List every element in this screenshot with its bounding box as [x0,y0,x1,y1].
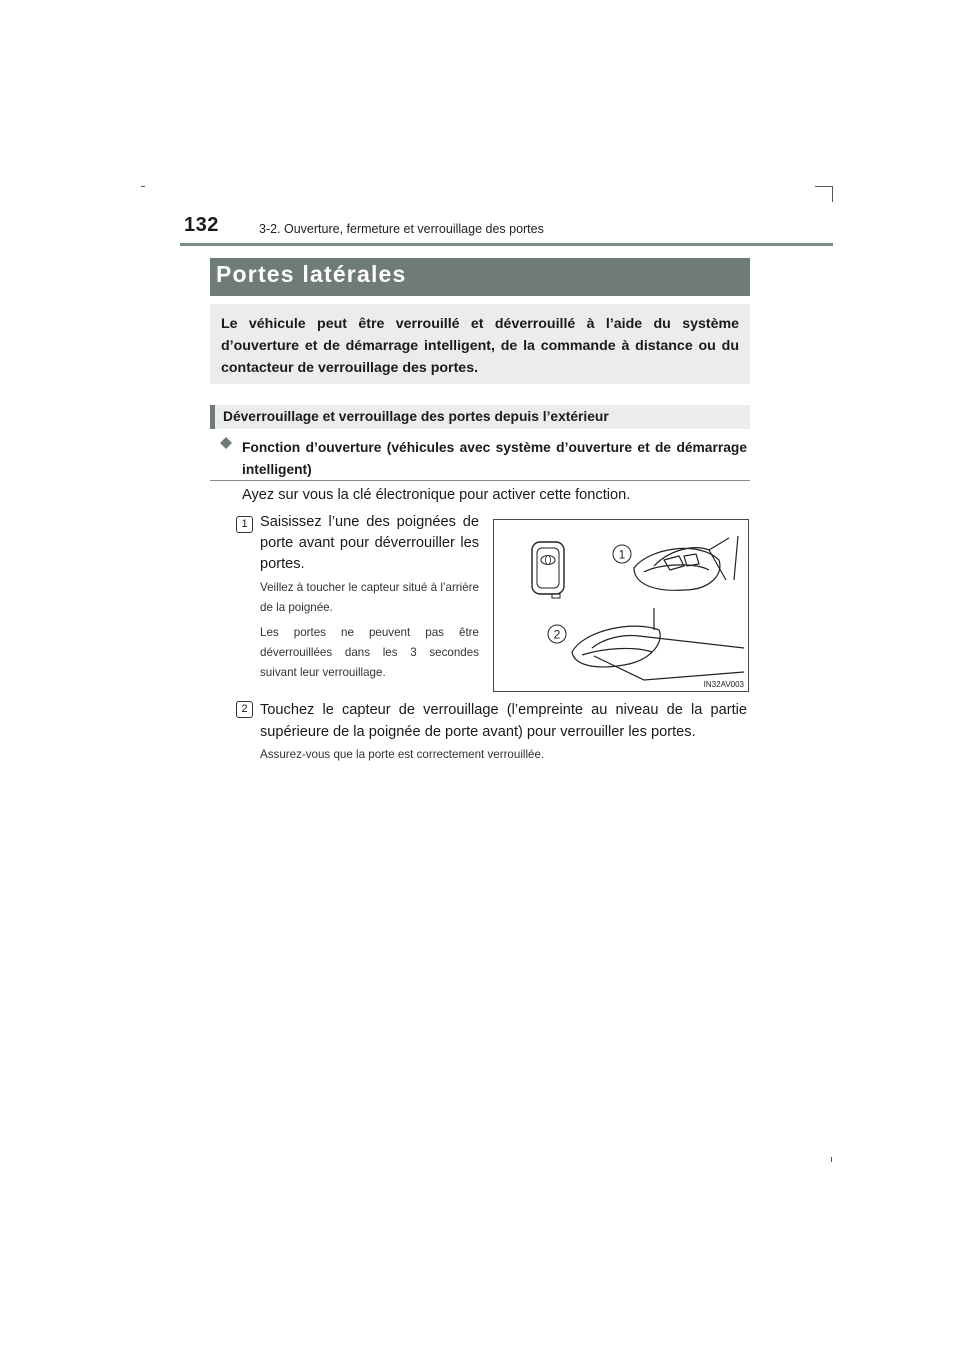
function-heading: Fonction d’ouverture (véhicules avec système d’ouverture et de démarrage intelligent) [242,440,747,477]
figure-illustration [494,520,748,691]
callout-2-label: 2 [553,627,561,642]
intro-box [210,304,750,384]
page-title: Portes latérales [216,261,407,287]
crop-mark [832,186,833,202]
callout-2 [548,625,566,643]
step-1-note-2: Les portes ne peuvent pas être déverrouillées dans les 3 secondes suivant leur verrouillage. [260,626,479,679]
door-handle-lower [572,608,744,680]
subsection-bar [210,405,750,429]
door-handle-upper [634,536,738,590]
intro-text: Le véhicule peut être verrouillé et déverrouillé à l’aide du système d’ouverture et de démarrage intelligent, de la commande à distance ou du contacteur de verrouillage des portes. [221,316,739,376]
step-1-note-1: Veillez à toucher le capteur situé à l’arrière de la poignée. [260,581,479,614]
smart-key-icon [532,542,564,598]
door-handle-figure [493,519,749,692]
crop-mark [815,186,833,187]
subsection-accent [210,405,215,429]
callout-1 [613,545,631,563]
heading-rule [210,480,750,481]
figure-code: IN32AV003 [703,680,744,689]
step-1-badge: 1 [236,516,253,533]
title-bar [210,258,750,296]
lead-text: Ayez sur vous la clé électronique pour activer cette fonction. [242,487,631,503]
crop-mark [141,186,145,187]
page-number: 132 [184,214,219,236]
diamond-icon [220,437,232,449]
step-2-text: Touchez le capteur de verrouillage (l’empreinte au niveau de la partie supérieure de la poignée de porte avant) pour verrouiller les portes. [260,702,747,740]
step-2-badge: 2 [236,701,253,718]
step-1-text: Saisissez l’une des poignées de porte avant pour déverrouiller les portes. [260,514,479,572]
section-header: 3-2. Ouverture, fermeture et verrouillage des portes [259,222,544,236]
step-2-note-1: Assurez-vous que la porte est correctement verrouillée. [260,748,545,761]
header-rule [180,243,833,246]
callout-1-label: 1 [618,547,626,562]
crop-mark [831,1157,832,1162]
subsection-title: Déverrouillage et verrouillage des portes depuis l’extérieur [223,409,609,424]
